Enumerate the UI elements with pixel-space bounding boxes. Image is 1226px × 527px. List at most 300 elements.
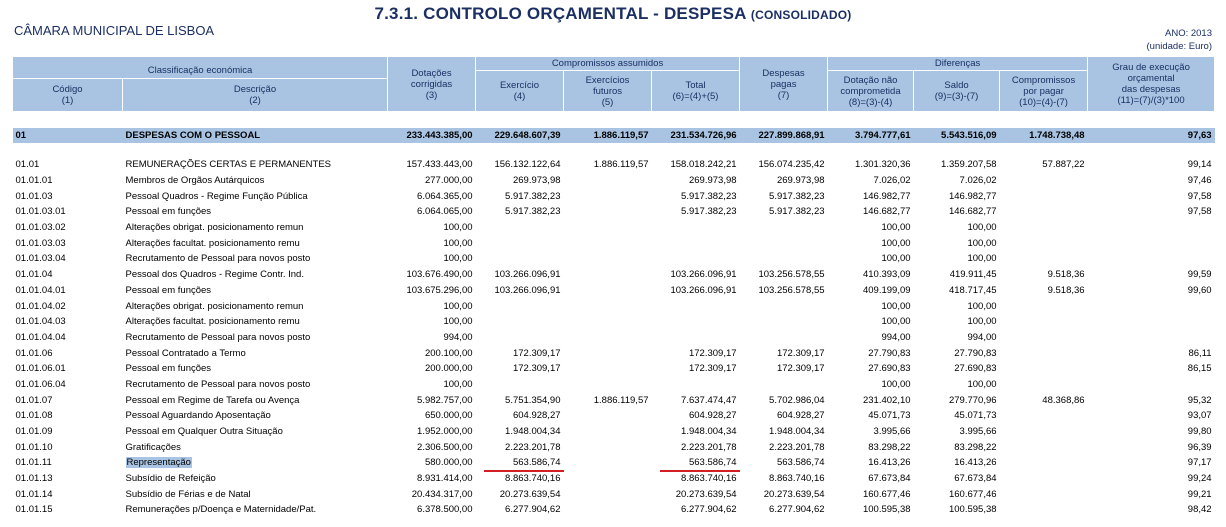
cell-exercicio-text: 563.586,74	[512, 457, 561, 469]
cell-pagas-text: 269.973,98	[776, 175, 825, 187]
cell-code	[13, 345, 123, 361]
cell-total	[652, 377, 740, 393]
cell-por-pagar: 1.748.738,48	[1000, 128, 1088, 143]
cell-pagas	[740, 392, 828, 408]
cell-pagas-text: 5.917.382,23	[769, 190, 825, 202]
cell-exercicio-text: 172.309,17	[512, 363, 561, 375]
cell-total	[652, 424, 740, 440]
cell-exercicio: 229.648.607,39	[476, 128, 564, 143]
cell-dotacoes-text: 6.378.500,00	[417, 504, 473, 516]
cell-dotacoes	[388, 377, 476, 393]
cell-nao-comprometida	[828, 220, 914, 236]
cell-saldo	[914, 455, 1000, 471]
cell-nao-comprometida-text: 994,00	[881, 331, 911, 343]
title-sub: (CONSOLIDADO)	[750, 8, 852, 22]
cell-total	[652, 283, 740, 299]
table-body	[13, 112, 1215, 518]
cell-desc	[123, 330, 388, 346]
cell-por-pagar	[1000, 220, 1088, 236]
cell-exercicio	[476, 283, 564, 299]
cell-pagas	[740, 502, 828, 518]
cell-saldo	[914, 377, 1000, 393]
cell-exercicio	[476, 345, 564, 361]
cell-total-text: 158.018.242,21	[670, 159, 737, 171]
cell-dotacoes	[388, 330, 476, 346]
cell-dotacoes-text: 200.100,00	[424, 347, 473, 359]
cell-futuros	[564, 455, 652, 471]
cell-grau	[1088, 502, 1215, 518]
cell-dotacoes	[388, 251, 476, 267]
cell-code-text: 01.01.08	[15, 410, 53, 422]
cell-por-pagar	[1000, 377, 1088, 393]
cell-nao-comprometida-text: 410.393,09	[862, 269, 911, 281]
cell-exercicio	[476, 377, 564, 393]
header-codigo: Código (1)	[13, 79, 123, 112]
table-row	[13, 157, 1215, 173]
cell-exercicio	[476, 235, 564, 251]
cell-total-text: 5.917.382,23	[681, 190, 737, 202]
cell-saldo	[914, 251, 1000, 267]
cell-pagas-text: 563.586,74	[776, 457, 825, 469]
cell-nao-comprometida-text: 100,00	[881, 300, 911, 312]
cell-por-pagar	[1000, 251, 1088, 267]
cell-exercicio	[476, 486, 564, 502]
cell-dotacoes-text: 100,00	[443, 237, 473, 249]
cell-dotacoes	[388, 220, 476, 236]
cell-total	[652, 267, 740, 283]
cell-grau	[1088, 345, 1215, 361]
header-diferencas: Diferenças	[828, 57, 1088, 71]
cell-pagas	[740, 330, 828, 346]
table-row	[13, 471, 1215, 487]
cell-desc	[123, 283, 388, 299]
cell-grau-text: 97,46	[1187, 175, 1212, 187]
cell-pagas	[740, 408, 828, 424]
cell-nao-comprometida-text: 16.413,26	[868, 457, 911, 469]
cell-grau-text: 96,39	[1187, 441, 1212, 453]
cell-futuros	[564, 377, 652, 393]
cell-total	[652, 455, 740, 471]
cell-total	[652, 439, 740, 455]
cell-exercicio	[476, 439, 564, 455]
header-exercicio: Exercício (4)	[476, 71, 564, 112]
cell-code-text: 01.01.06	[15, 347, 53, 359]
table-row	[13, 345, 1215, 361]
cell-dotacoes	[388, 188, 476, 204]
cell-pagas-text: 1.948.004,34	[769, 426, 825, 438]
cell-code	[13, 204, 123, 220]
cell-futuros: 1.886.119,57	[564, 128, 652, 143]
cell-desc-text: Pessoal Contratado a Termo	[125, 347, 246, 359]
cell-code-text: 01.01.03	[15, 190, 53, 202]
cell-exercicio	[476, 502, 564, 518]
cell-total-text: 103.266.096,91	[670, 284, 737, 296]
cell-desc-text: Membros de Orgãos Autárquicos	[125, 175, 265, 187]
cell-grau	[1088, 377, 1215, 393]
table-row	[13, 377, 1215, 393]
cell-nao-comprometida	[828, 188, 914, 204]
cell-grau	[1088, 251, 1215, 267]
header-classificacao: Classificação económica	[13, 57, 388, 79]
cell-saldo-text: 1.359.207,58	[941, 159, 997, 171]
cell-dotacoes-text: 200.000,00	[424, 363, 473, 375]
cell-saldo-text: 27.690,83	[954, 363, 997, 375]
cell-desc-text: Pessoal dos Quadros - Regime Contr. Ind.	[125, 269, 304, 281]
cell-desc-text: REMUNERAÇÕES CERTAS E PERMANENTES	[125, 159, 332, 171]
cell-por-pagar	[1000, 361, 1088, 377]
cell-code	[13, 502, 123, 518]
cell-nao-comprometida	[828, 314, 914, 330]
cell-code	[13, 424, 123, 440]
cell-saldo-text: 67.673,84	[954, 473, 997, 485]
table-row	[13, 439, 1215, 455]
cell-desc	[123, 361, 388, 377]
cell-exercicio-text: 172.309,17	[512, 347, 561, 359]
cell-dotacoes-text: 8.931.414,00	[417, 473, 473, 485]
cell-dotacoes-text: 100,00	[443, 378, 473, 390]
cell-pagas	[740, 314, 828, 330]
cell-code	[13, 330, 123, 346]
cell-desc	[123, 267, 388, 283]
cell-saldo-text: 16.413,26	[954, 457, 997, 469]
cell-desc-text: Alterações obrigat. posicionamento remun	[125, 222, 304, 234]
cell-por-pagar-text: 48.368,86	[1042, 394, 1085, 406]
cell-pagas-text: 156.074.235,42	[758, 159, 825, 171]
cell-dotacoes-text: 100,00	[443, 222, 473, 234]
cell-nao-comprometida	[828, 439, 914, 455]
cell-por-pagar	[1000, 455, 1088, 471]
cell-dotacoes	[388, 157, 476, 173]
cell-saldo	[914, 235, 1000, 251]
table-row	[13, 188, 1215, 204]
cell-grau	[1088, 157, 1215, 173]
cell-pagas	[740, 439, 828, 455]
cell-saldo-text: 100,00	[967, 316, 997, 328]
cell-nao-comprometida	[828, 267, 914, 283]
table-row	[13, 455, 1215, 471]
cell-pagas	[740, 157, 828, 173]
cell-code	[13, 298, 123, 314]
cell-desc	[123, 377, 388, 393]
cell-code-text: 01.01.03.04	[15, 253, 66, 265]
cell-total	[652, 502, 740, 518]
cell-exercicio	[476, 173, 564, 189]
cell-saldo-text: 419.911,45	[949, 269, 997, 281]
organization-name: CÂMARA MUNICIPAL DE LISBOA	[14, 23, 215, 38]
cell-dotacoes-text: 2.306.500,00	[417, 441, 473, 453]
cell-code	[13, 361, 123, 377]
cell-dotacoes	[388, 204, 476, 220]
cell-total-text: 604.928,27	[688, 410, 737, 422]
cell-grau	[1088, 439, 1215, 455]
cell-code-text: 01.01	[15, 159, 40, 171]
cell-exercicio	[476, 188, 564, 204]
cell-code	[13, 408, 123, 424]
cell-dotacoes-text: 5.982.757,00	[417, 394, 473, 406]
cell-futuros	[564, 314, 652, 330]
cell-dotacoes-text: 6.064.365,00	[417, 190, 473, 202]
cell-grau	[1088, 298, 1215, 314]
cell-exercicio	[476, 330, 564, 346]
cell-saldo	[914, 314, 1000, 330]
cell-code-text: 01.01.06.01	[15, 363, 66, 375]
cell-nao-comprometida	[828, 330, 914, 346]
cell-saldo-text: 3.995,66	[959, 426, 997, 438]
table-row	[13, 173, 1215, 189]
table-row	[13, 314, 1215, 330]
cell-dotacoes: 233.443.385,00	[388, 128, 476, 143]
cell-saldo	[914, 408, 1000, 424]
cell-saldo-text: 146.682,77	[948, 206, 997, 218]
cell-total: 231.534.726,96	[652, 128, 740, 143]
cell-futuros	[564, 157, 652, 173]
cell-futuros-text: 1.886.119,57	[593, 394, 649, 406]
cell-total	[652, 235, 740, 251]
cell-exercicio	[476, 251, 564, 267]
cell-saldo-text: 100.595,38	[948, 504, 997, 516]
cell-nao-comprometida-text: 100,00	[881, 316, 911, 328]
cell-nao-comprometida-text: 100,00	[881, 253, 911, 265]
cell-saldo-text: 994,00	[967, 331, 997, 343]
cell-dotacoes	[388, 345, 476, 361]
cell-saldo-text: 160.677,46	[948, 488, 997, 500]
cell-dotacoes-text: 1.952.000,00	[417, 426, 473, 438]
cell-grau	[1088, 408, 1215, 424]
cell-nao-comprometida	[828, 283, 914, 299]
cell-pagas	[740, 377, 828, 393]
cell-dotacoes	[388, 235, 476, 251]
cell-code	[13, 486, 123, 502]
cell-saldo-text: 83.298,22	[954, 441, 997, 453]
cell-total	[652, 486, 740, 502]
cell-code-text: 01.01.04	[15, 269, 53, 281]
cell-code	[13, 267, 123, 283]
cell-desc-text: Pessoal em Regime de Tarefa ou Avença	[125, 394, 300, 406]
cell-grau	[1088, 314, 1215, 330]
cell-code-text: 01.01.11	[15, 457, 52, 469]
budget-table	[12, 56, 1215, 518]
cell-grau	[1088, 392, 1215, 408]
cell-desc	[123, 173, 388, 189]
cell-code-text: 01.01.03.03	[15, 237, 66, 249]
cell-total-text: 8.863.740,16	[681, 473, 737, 485]
cell-futuros	[564, 330, 652, 346]
cell-dotacoes-text: 103.676.490,00	[406, 269, 473, 281]
cell-dotacoes	[388, 314, 476, 330]
cell-desc	[123, 251, 388, 267]
cell-grau	[1088, 267, 1215, 283]
cell-pagas	[740, 361, 828, 377]
cell-exercicio	[476, 220, 564, 236]
cell-total	[652, 188, 740, 204]
cell-nao-comprometida	[828, 377, 914, 393]
cell-pagas	[740, 455, 828, 471]
cell-nao-comprometida	[828, 235, 914, 251]
cell-desc	[123, 220, 388, 236]
cell-futuros	[564, 392, 652, 408]
cell-pagas	[740, 283, 828, 299]
cell-pagas-text: 172.309,17	[776, 347, 825, 359]
cell-code-text: 01.01.13	[15, 473, 53, 485]
cell-saldo	[914, 298, 1000, 314]
cell-grau-text: 95,32	[1187, 394, 1212, 406]
cell-saldo	[914, 204, 1000, 220]
cell-dotacoes	[388, 439, 476, 455]
cell-total	[652, 471, 740, 487]
cell-nao-comprometida-text: 409.199,09	[862, 284, 911, 296]
cell-nao-comprometida	[828, 471, 914, 487]
cell-exercicio	[476, 424, 564, 440]
cell-desc-text: Pessoal em funções	[125, 363, 212, 375]
cell-saldo-text: 45.071,73	[954, 410, 997, 422]
cell-nao-comprometida	[828, 204, 914, 220]
report-title	[0, 4, 1226, 24]
cell-nao-comprometida	[828, 424, 914, 440]
cell-pagas	[740, 220, 828, 236]
cell-por-pagar	[1000, 204, 1088, 220]
cell-grau-text: 98,42	[1187, 504, 1212, 516]
total-row	[13, 128, 1215, 143]
cell-dotacoes	[388, 361, 476, 377]
header-dotacao-nao-comprometida: Dotação não comprometida (8)=(3)-(4)	[828, 71, 914, 112]
cell-saldo	[914, 283, 1000, 299]
cell-desc-text: Subsídio de Férias e de Natal	[125, 488, 251, 500]
cell-nao-comprometida	[828, 157, 914, 173]
cell-desc-text: Pessoal em funções	[125, 206, 212, 218]
cell-desc	[123, 486, 388, 502]
cell-total	[652, 157, 740, 173]
cell-pagas-text: 172.309,17	[776, 363, 825, 375]
cell-por-pagar	[1000, 188, 1088, 204]
cell-nao-comprometida-text: 231.402,10	[862, 394, 911, 406]
cell-futuros	[564, 361, 652, 377]
cell-total-text: 20.273.639,54	[675, 488, 737, 500]
cell-total	[652, 314, 740, 330]
table-row	[13, 330, 1215, 346]
cell-exercicio-text: 8.863.740,16	[505, 473, 561, 485]
cell-nao-comprometida	[828, 173, 914, 189]
cell-pagas	[740, 424, 828, 440]
cell-por-pagar-text: 57.887,22	[1042, 159, 1085, 171]
cell-saldo	[914, 471, 1000, 487]
cell-grau	[1088, 188, 1215, 204]
cell-nao-comprometida-text: 100.595,38	[862, 504, 911, 516]
cell-exercicio-text: 604.928,27	[512, 410, 561, 422]
cell-nao-comprometida	[828, 486, 914, 502]
cell-code	[13, 283, 123, 299]
cell-grau-text: 86,15	[1187, 363, 1212, 375]
cell-saldo: 5.543.516,09	[914, 128, 1000, 143]
cell-dotacoes	[388, 455, 476, 471]
cell-code	[13, 455, 123, 471]
cell-desc	[123, 471, 388, 487]
cell-desc	[123, 188, 388, 204]
cell-grau-text: 99,24	[1187, 473, 1212, 485]
cell-total	[652, 204, 740, 220]
cell-total-text: 269.973,98	[688, 175, 737, 187]
red-underline-mark	[484, 470, 564, 472]
cell-code	[13, 377, 123, 393]
cell-pagas-text: 5.702.986,04	[769, 394, 825, 406]
cell-code	[13, 392, 123, 408]
cell-total-text: 2.223.201,78	[681, 441, 737, 453]
cell-pagas-text: 6.277.904,62	[769, 504, 825, 516]
table-row	[13, 251, 1215, 267]
cell-grau	[1088, 424, 1215, 440]
cell-desc-text: Representação	[126, 457, 191, 469]
cell-por-pagar	[1000, 486, 1088, 502]
table-row	[13, 392, 1215, 408]
cell-code	[13, 157, 123, 173]
cell-saldo-text: 100,00	[967, 253, 997, 265]
header-exercicios-futuros: Exercícios futuros (5)	[564, 71, 652, 112]
cell-saldo-text: 100,00	[967, 237, 997, 249]
cell-dotacoes-text: 6.064.065,00	[417, 206, 473, 218]
cell-exercicio-text: 5.917.382,23	[505, 206, 561, 218]
cell-nao-comprometida-text: 100,00	[881, 222, 911, 234]
cell-nao-comprometida-text: 7.026,02	[873, 175, 911, 187]
cell-total	[652, 408, 740, 424]
header-descricao: Descrição (2)	[123, 79, 388, 112]
cell-total-text: 6.277.904,62	[681, 504, 737, 516]
cell-nao-comprometida-text: 1.301.320,36	[855, 159, 911, 171]
cell-code-text: 01.01.07	[15, 394, 53, 406]
cell-pagas	[740, 345, 828, 361]
cell-exercicio-text: 5.917.382,23	[505, 190, 561, 202]
cell-grau-text: 99,59	[1187, 269, 1212, 281]
cell-total	[652, 361, 740, 377]
cell-exercicio	[476, 267, 564, 283]
cell-nao-comprometida-text: 45.071,73	[868, 410, 911, 422]
cell-nao-comprometida	[828, 502, 914, 518]
cell-por-pagar	[1000, 330, 1088, 346]
cell-por-pagar	[1000, 298, 1088, 314]
cell-code-text: 01.01.03.01	[15, 206, 66, 218]
cell-futuros	[564, 188, 652, 204]
cell-total-text: 172.309,17	[688, 363, 737, 375]
cell-desc-text: Gratificações	[125, 441, 181, 453]
cell-saldo	[914, 392, 1000, 408]
cell-nao-comprometida	[828, 298, 914, 314]
cell-grau	[1088, 455, 1215, 471]
cell-dotacoes	[388, 283, 476, 299]
cell-grau	[1088, 361, 1215, 377]
cell-total	[652, 392, 740, 408]
cell-grau	[1088, 486, 1215, 502]
cell-por-pagar-text: 9.518,36	[1047, 269, 1085, 281]
cell-dotacoes-text: 277.000,00	[424, 175, 473, 187]
cell-code-text: 01.01.04.02	[15, 300, 66, 312]
cell-grau	[1088, 173, 1215, 189]
cell-exercicio-text: 103.266.096,91	[494, 269, 561, 281]
cell-saldo-text: 100,00	[967, 378, 997, 390]
cell-nao-comprometida	[828, 392, 914, 408]
cell-code-text: 01.01.14	[15, 488, 53, 500]
cell-code-text: 01.01.15	[15, 504, 53, 516]
cell-pagas	[740, 298, 828, 314]
cell-dotacoes-text: 157.433.443,00	[406, 159, 473, 171]
cell-total	[652, 330, 740, 346]
cell-total-text: 172.309,17	[688, 347, 737, 359]
cell-dotacoes	[388, 408, 476, 424]
cell-saldo	[914, 188, 1000, 204]
cell-grau-text: 99,60	[1187, 284, 1212, 296]
cell-saldo-text: 7.026,02	[959, 175, 997, 187]
cell-code: 01	[13, 128, 123, 143]
cell-dotacoes	[388, 502, 476, 518]
cell-nao-comprometida	[828, 361, 914, 377]
cell-futuros	[564, 267, 652, 283]
